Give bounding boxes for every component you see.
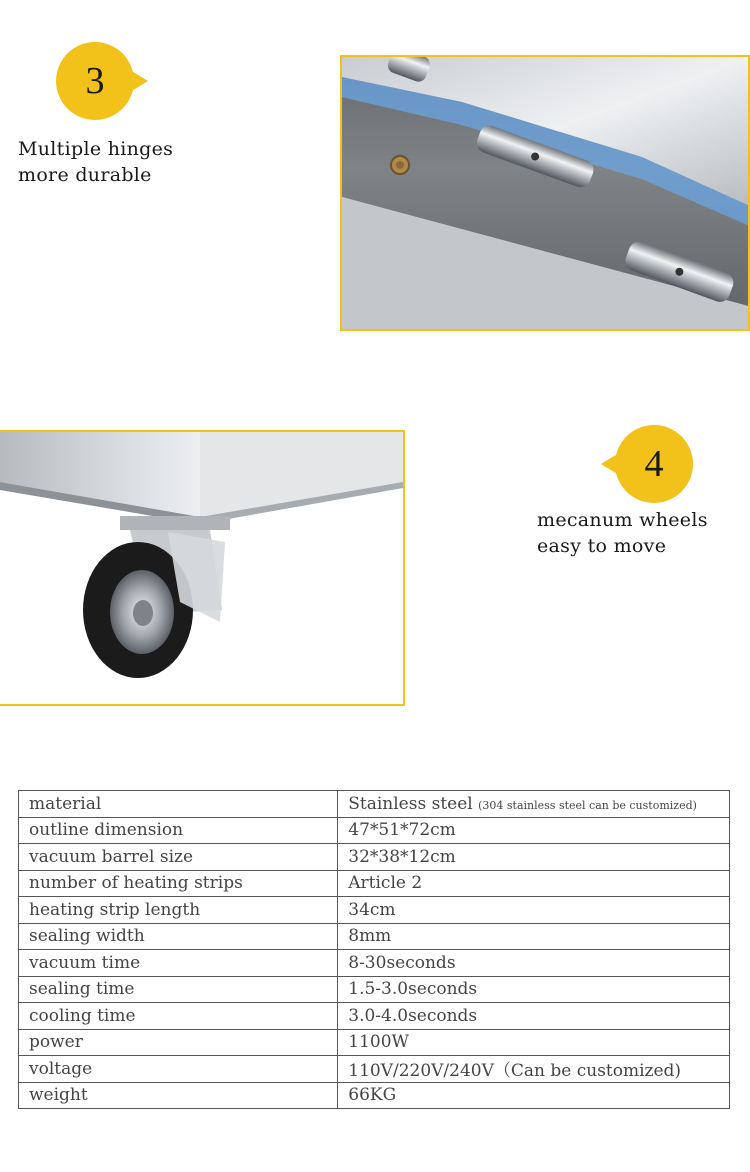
spec-value: 3.0-4.0seconds: [338, 1003, 730, 1030]
hinge-photo: [340, 55, 750, 331]
spec-value: 66KG: [338, 1082, 730, 1109]
spec-value: 8-30seconds: [338, 950, 730, 977]
table-row: [19, 976, 730, 1003]
spec-label: vacuum barrel size: [19, 844, 338, 871]
spec-value: 1.5-3.0seconds: [338, 976, 730, 1003]
spec-label: voltage: [19, 1056, 338, 1083]
feature-4-line2: easy to move: [537, 535, 667, 557]
spec-label: number of heating strips: [19, 870, 338, 897]
feature-3-line1: Multiple hinges: [18, 138, 174, 160]
table-row: [19, 791, 730, 818]
table-row: [19, 923, 730, 950]
feature-4-description: [537, 507, 708, 559]
caster-wheel-illustration: [0, 432, 405, 706]
spec-label: sealing time: [19, 976, 338, 1003]
feature-3-badge: [56, 42, 134, 120]
spec-value: 34cm: [338, 897, 730, 924]
feature-3-description: [18, 136, 173, 188]
feature-4-number: 4: [644, 443, 664, 485]
table-row: [19, 817, 730, 844]
table-row: [19, 950, 730, 977]
feature-3-number: 3: [85, 60, 105, 102]
table-row: [19, 1003, 730, 1030]
caster-wheel-photo: [0, 430, 405, 706]
feature-3-line2: more durable: [18, 164, 152, 186]
table-row: [19, 1082, 730, 1109]
spec-label: heating strip length: [19, 897, 338, 924]
spec-note: (304 stainless steel can be customized): [478, 798, 697, 812]
spec-label: material: [19, 791, 338, 818]
feature-4-line1: mecanum wheels: [537, 509, 708, 531]
feature-4-badge: [615, 425, 693, 503]
table-row: [19, 1029, 730, 1056]
table-row: [19, 870, 730, 897]
hinge-illustration: [342, 57, 750, 331]
spec-value: [338, 791, 730, 818]
table-row: [19, 897, 730, 924]
spec-label: cooling time: [19, 1003, 338, 1030]
spec-label: sealing width: [19, 923, 338, 950]
specifications-table: [18, 790, 730, 1109]
table-row: [19, 844, 730, 871]
spec-value: Article 2: [338, 870, 730, 897]
spec-value: 8mm: [338, 923, 730, 950]
spec-value: 110V/220V/240V（Can be customized): [338, 1056, 730, 1083]
spec-label: vacuum time: [19, 950, 338, 977]
spec-value: 47*51*72cm: [338, 817, 730, 844]
table-row: [19, 1056, 730, 1083]
spec-label: outline dimension: [19, 817, 338, 844]
spec-label: power: [19, 1029, 338, 1056]
spec-label: weight: [19, 1082, 338, 1109]
spec-value: 32*38*12cm: [338, 844, 730, 871]
spec-value-text: Stainless steel: [348, 793, 473, 814]
spec-value: 1100W: [338, 1029, 730, 1056]
